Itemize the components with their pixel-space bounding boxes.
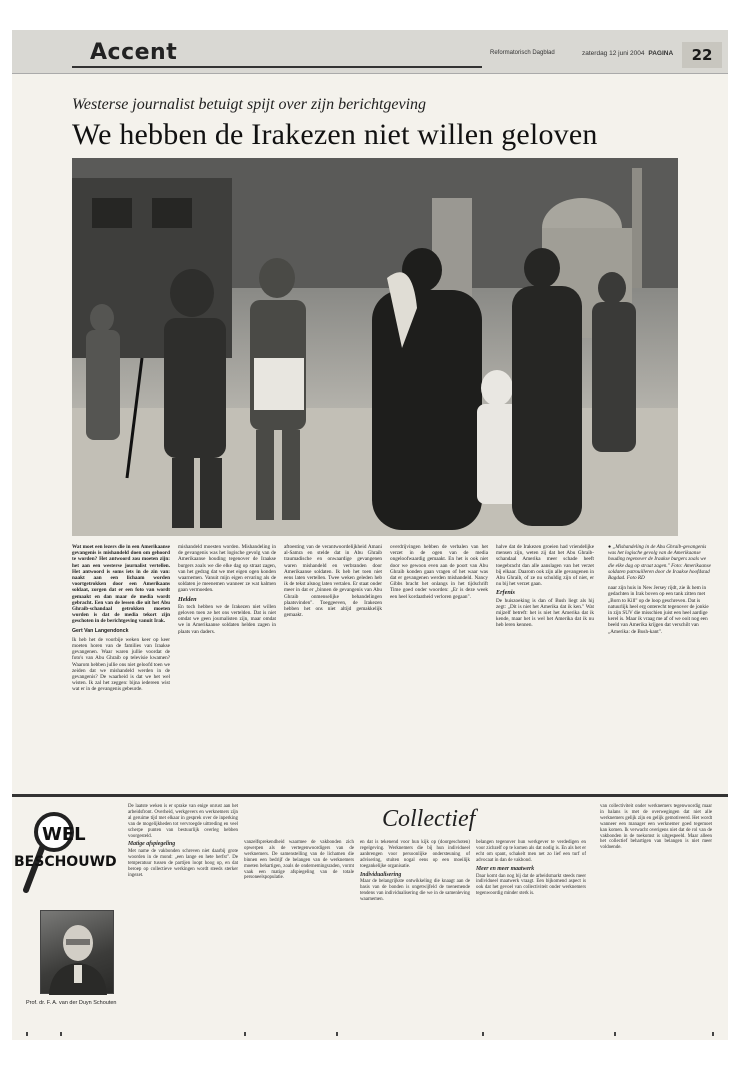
caption-body: naar zijn huis in New Jersey rijdt, zie ik hem in gedachten in Irak boven op een tank zitten met „Born to Kill" op de loop geschreven. Dat is natuurlijk heel erg onterecht tegenover de jonkie in zijn SUV die misschien juist een heel aardige kerel is. Maar ik vraag me af of we ooit nog een beeld van Amerika krijgen dat verschilt van „Amerika: de Bush-kant". xyxy=(608,585,709,635)
column-text-3 xyxy=(360,840,470,903)
article-paragraph: De huiszoeking is dan of Bush liegt als hij zegt: „Dit is niet het Amerika dat ik ken." Wat mijzelf betreft: het is niet het Amerika dat ik kende, maar het is wel het Amerika dat ik nu heb leren kennen. xyxy=(496,597,594,629)
column-paragraph: belangen tegenover hun werkgever te verdedigen en voor zichzelf op te komen als dat nodig is. En als het er echt om spant, schakelt men net zo lief een turf of advocaat in dan de vakbond. xyxy=(476,840,586,863)
page-number: 22 xyxy=(682,42,722,68)
article-paragraph: En toch hebben we de Irakezen niet willen geloven toen ze het ons vertelden. Dat is niet omdat we geen journalisten zijn, maar omdat we in Amerikaanse soldaten helden zagen in plaats van daders. xyxy=(178,603,276,635)
section-divider xyxy=(12,794,728,797)
article-subheading: Erfenis xyxy=(496,589,515,597)
caption-text: „Mishandeling in de Abu Ghraib-gevangenis was het logische gevolg van de Amerikaanse houding tegenover de Iraakse burgers zoals we die elke dag op straat zagen." Foto: Amerikaanse soldaten patrouilleren door de Iraakse hoofdstad Bagdad. xyxy=(608,544,711,582)
column-paragraph: Daar komt dan nog bij dat de arbeidsmarkt steeds meer individueel maatwerk vraagt. Een bijkomend aspect is ook dat het gevoel van collectiviteit onder werknemers tegenwoordig minder sterk is. xyxy=(476,873,586,897)
newspaper-page xyxy=(12,30,728,1040)
portrait-illustration xyxy=(41,911,115,995)
article-column-5 xyxy=(496,544,594,631)
article-paragraph: mishandeld moesten worden. Mishandeling in de gevangenis was het logische gevolg van de Amerikaanse houding tegenover de Iraakse burgers zoals we die elke dag op straat zagen, van het gedrag dat we met eigen ogen konden waarnemen. Vanuit mijn eigen ervaring als de soldaten je meenemen wanneer ze wat kalmen gaan vermoeden. xyxy=(178,544,276,594)
date-line xyxy=(582,50,673,57)
logo-word-2: BESCHOUWD xyxy=(14,854,117,870)
article-column-4 xyxy=(390,544,488,602)
column-paragraph: van collectiviteit onder werknemers tegenwoordig maar in balans is met de overwegingen dat niet alle werknemers gelijk zijn en gelijk gemotiveerd. Het wordt wanneer een manager een werknemer goed tegemoet kan komen. Ik verwacht overigens niet dat de rol van de vakbonden in de toekomst is uitgespeeld. Maar alleen het collectief behartigen van belangen is niet meer voldoende. xyxy=(600,804,712,851)
column-paragraph: en dat is tekenend voor hun kijk op (doorgeschoten) regelgeving. Werknemers die bij hun individueel aanbrengen voor persoonlijke ondersteuning of advisering, stuiten nogal eens op een moeilijk toegankelijke organisatie. xyxy=(360,840,470,869)
column-paragraph: Maar de belangrijkste ontwikkeling die knaagt aan de basis van de bonden is ongetwijfeld de toenemende tendens van individualisering die we in de samenleving waarnemen. xyxy=(360,879,470,903)
logo-word-1: WEL xyxy=(42,824,86,845)
author-caption: Prof. dr. F. A. van der Duyn Schouten xyxy=(26,1000,117,1006)
column-subheading: Matige afspiegeling xyxy=(128,841,176,848)
bullet-icon: ● xyxy=(608,544,612,550)
magnifier-icon xyxy=(12,810,120,900)
masthead xyxy=(12,30,728,74)
article-paragraph: overdrijvingen hebben de verbalen van het verzet in de ogen van de media ongeloofwaardig gemaakt. En het is ook niet door we gewoon even aan de poort van Abu Ghraib konden gaan vragen of het waar was dat er gevangenen werden mishandeld. Nancy Gibbs bracht het onlangs in het tijdschrift Time goed onder woorden: „Er is deze week een heel kordaatheid verloren gegaan". xyxy=(390,544,488,600)
column-title: Collectief xyxy=(382,806,476,832)
paper-logo: Reformatorisch Dagblad xyxy=(490,50,555,56)
article-byline: Gert Van Langendonck xyxy=(72,627,129,634)
photo-caption xyxy=(608,544,712,635)
article-column-1 xyxy=(72,544,170,695)
article-subheading: Helden xyxy=(178,595,197,603)
column-subheading: Individualisering xyxy=(360,871,402,878)
article-paragraph: halve dat de Irakezen groeien had vriendelijke mensen zijn, weten zij dat het Abu Ghraib-schandaal Amerika meer schade heeft toegebracht dan alle aanslagen van het verzet bij elkaar. Daarom ook zijn alle gevangenen in Abu Ghraib, of ze nu schuldig zijn of niet, er nu bij het verzet gaan. xyxy=(496,544,594,588)
article-headline: We hebben de Irakezen niet willen geloven xyxy=(72,118,598,151)
author-portrait xyxy=(40,910,114,994)
article-lead: Wat moet een lezers die in een Amerikaanse gevangenis is mishandeld doen om gehoord te worden? Het antwoord zou moeten zijn: het aan een westerse journalist vertellen. Het antwoord is soms iets in de zin van: naakt aan een lichaam worden voortgetrokken door een Amerikaans soldaat, zorgen dat er een foto van wordt gemaakt en dan maar de media wordt gebracht. Een van de lessen die uit het Abu Ghraib-schandaal getrokken moeten worden is dat de media tekort zijn geschoten in de berichtgeving vanuit Irak. xyxy=(72,544,170,625)
masthead-rule xyxy=(72,66,482,68)
column-text-1 xyxy=(128,804,238,879)
date: zaterdag 12 juni 2004 xyxy=(582,50,645,57)
article-paragraph: Ik heb het de voorbije weken keer op keer moeten horen van de families van Iraakse gevangenen. Waar waren jullie voordat de foto's van Abu Ghraib op televisie kwamen? Waarom hebben jullie ons niet geloofd toen we zeiden dat we mishandeld werden in de gevangenis? De waarheid is dat we het wel wisten. Ik zal het zeggen: bijna iedereen wist wat er in de gevangenis gebeurde. xyxy=(72,636,170,693)
column-paragraph: De laatste weken is er sprake van enige onrust aan het arbeidsfront. Overheid, werkgevers en werknemers zijn al geruime tijd met elkaar in gesprek over de inperking van de mogelijkheden tot vervroegde uittreding en veel scherpe punten van bestuurlijk overleg hebben voorgesteld. xyxy=(128,804,238,839)
registration-marks xyxy=(12,1030,728,1040)
column-paragraph: vanzelfsprekendheid waarmee de vakbonden zich opwerpen als de vertegenwoordigers van de werknemers. De samenstelling van de lichamen die binnen een bedrijf de belangen van de werknemers moeten behartigen, zoals de ondernemingsraden, vormt vaak een matige afspiegeling van de totale personeelspopulatie. xyxy=(244,840,354,881)
page-label: PAGINA xyxy=(648,50,674,57)
column-subheading: Meer en meer maatwerk xyxy=(476,865,535,872)
column-text-5 xyxy=(600,804,712,851)
column-paragraph: Met name de vakbonden schreven niet daarbij grote woorden in de mond: „een lange en hete herfst". De temperatuur tussen de partijen loopt hoog op, en dat beroep op collectieve werkingen wordt steeds sterker ingezet. xyxy=(128,849,238,878)
photo-illustration xyxy=(72,158,678,536)
article-kicker: Westerse journalist betuigt spijt over zijn berichtgeving xyxy=(72,96,427,113)
section-name: Accent xyxy=(90,40,178,65)
caption-credit: Foto RD xyxy=(626,575,645,582)
column-text-4 xyxy=(476,840,586,897)
article-column-3 xyxy=(284,544,382,620)
column-text-2 xyxy=(244,840,354,881)
article-paragraph: aftoesting van de verantwoordelijkheid Amani al-Samra en stelde dat in Abu Ghraib traumadische en onwaardige gevangenen waren mishandeld en verbranden door Amerikaanse soldaten. Ik heb het toen niet eens laten vertellen. Twee weken geleden heb ik de tekst alsnog laten vertalen. Er staat onder meer in dat er „binnen de gevangenis van Abu Ghraib onmenselijke behandelingen plaatsvinden". Toeggeeven, de Irakezen hebben het ons niet altijd gemakkelijk gemaakt. xyxy=(284,544,382,619)
wel-beschouwd-logo xyxy=(12,810,120,900)
article-column-2 xyxy=(178,544,276,637)
article-photo xyxy=(72,158,678,536)
